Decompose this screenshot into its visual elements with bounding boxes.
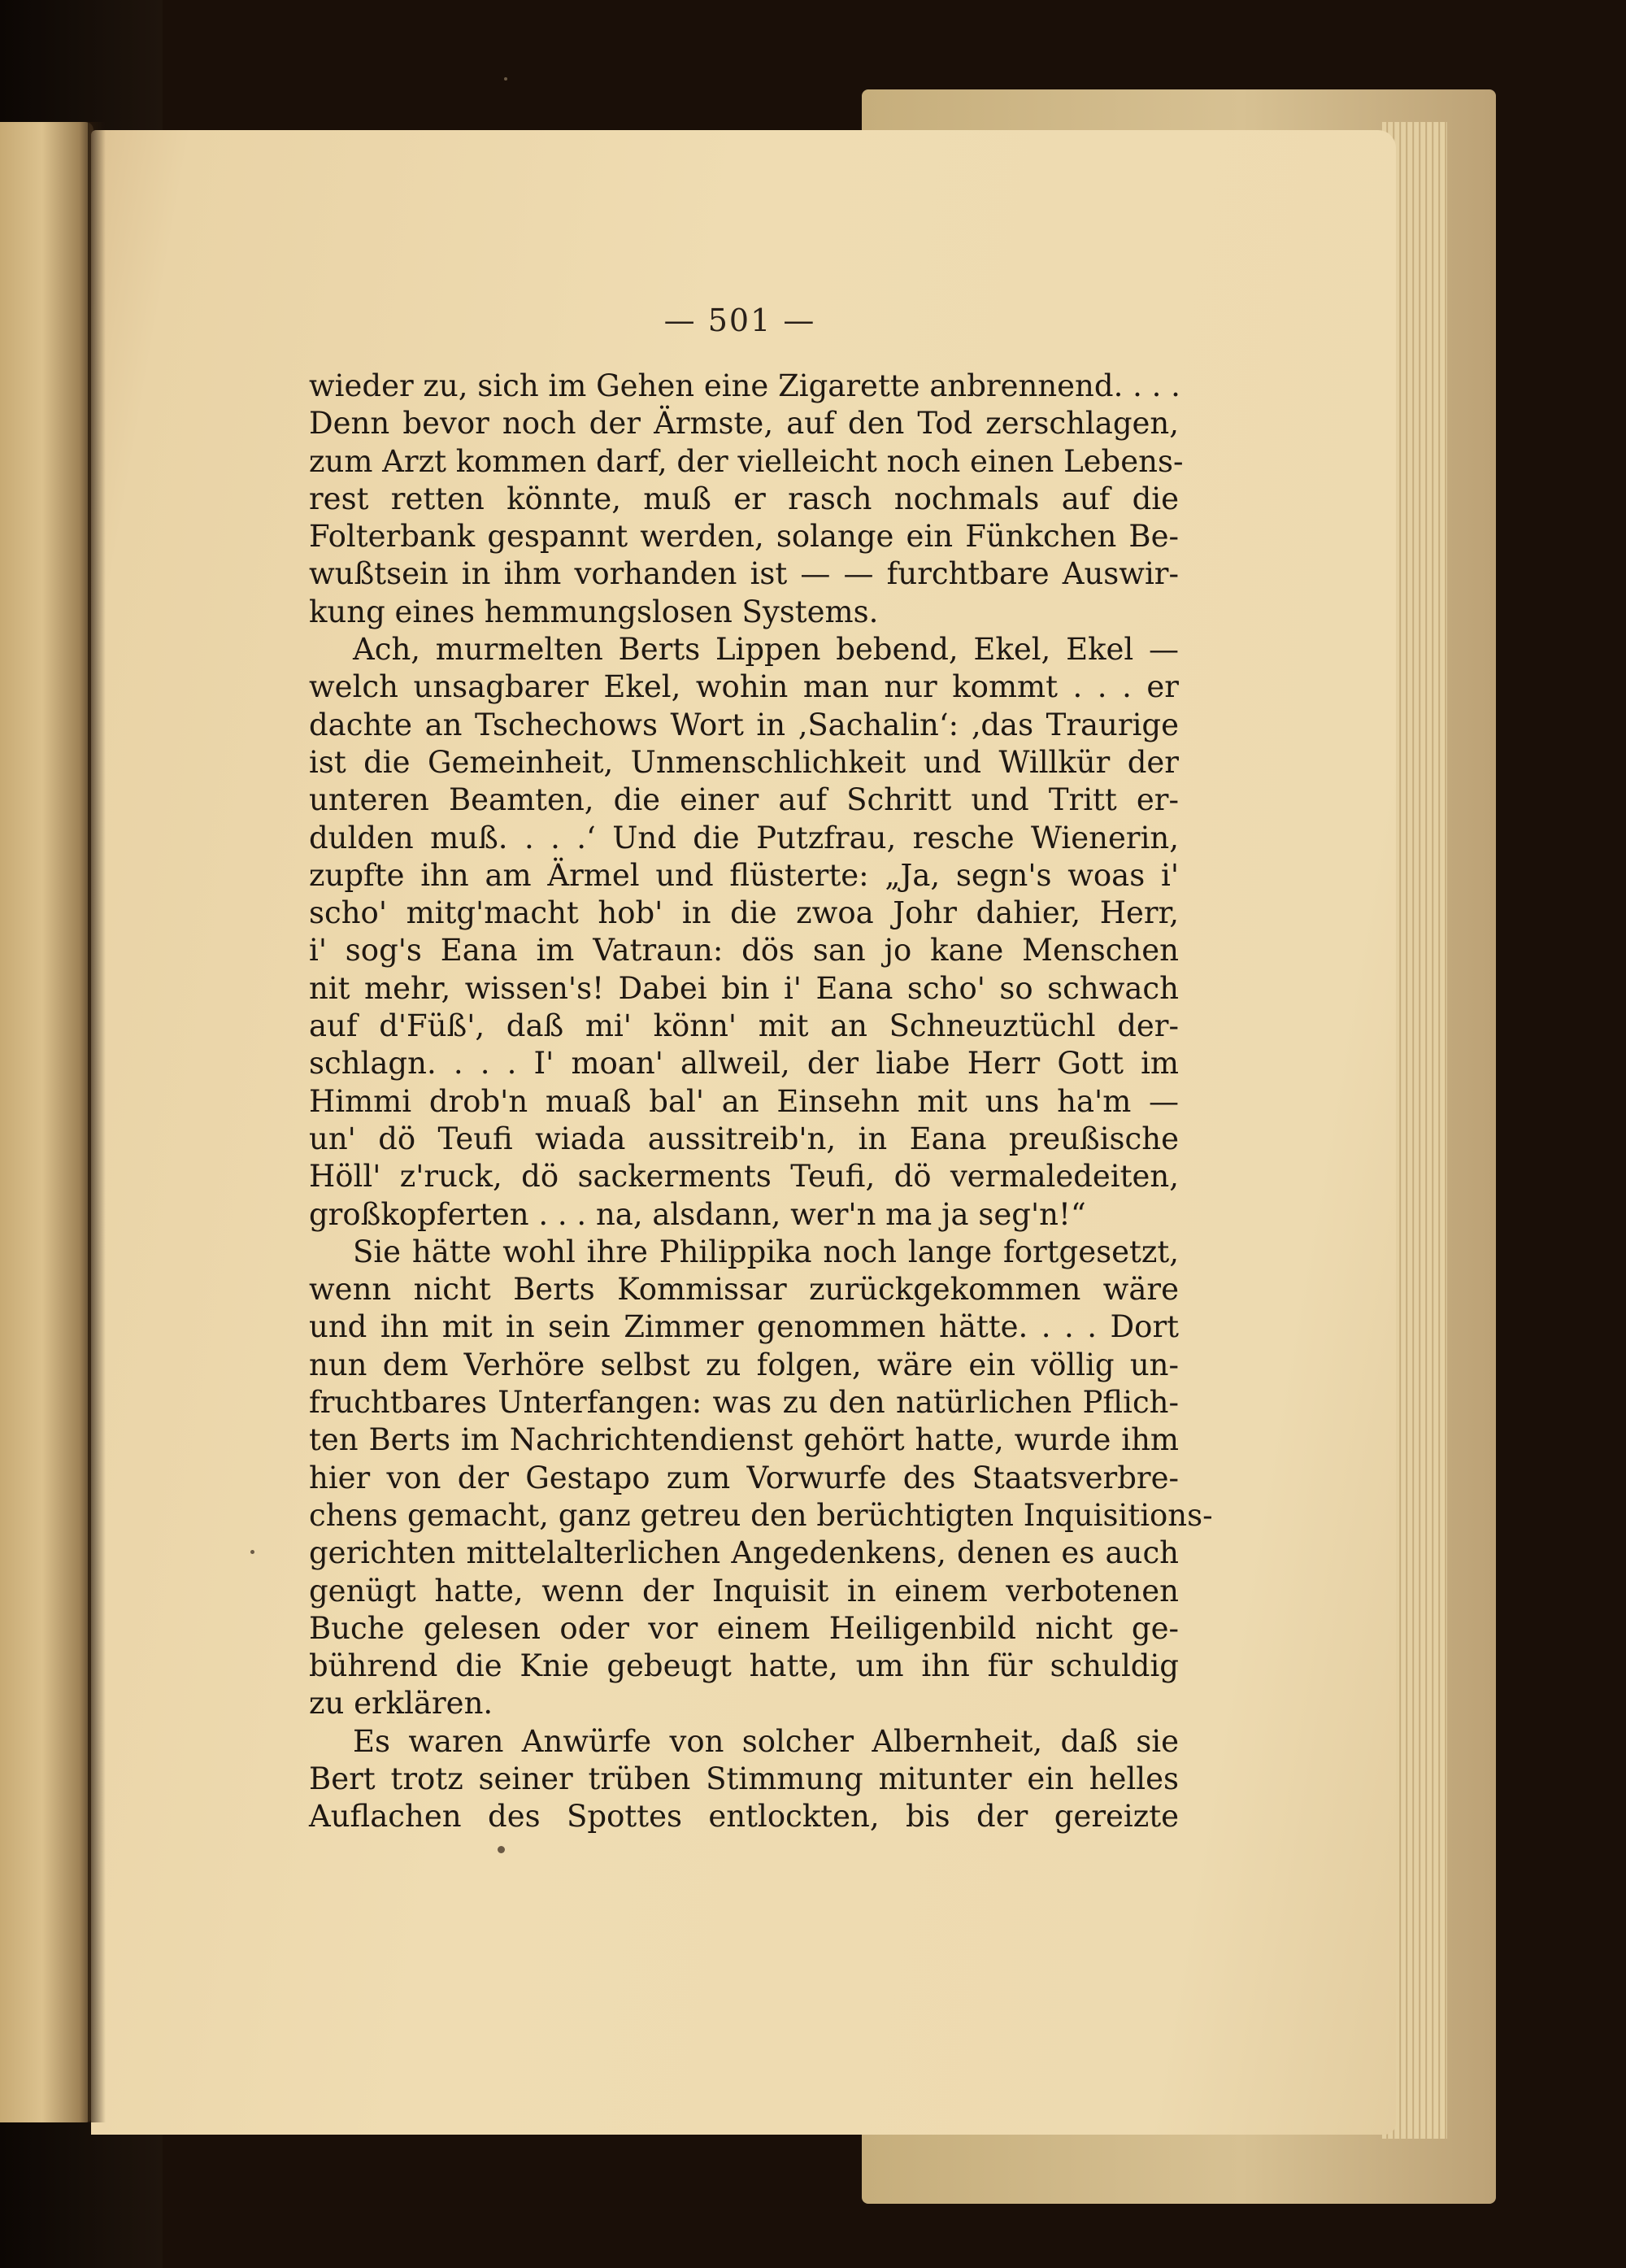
text-line: großkopferten . . . na, alsdann, wer'n ma ja seg'n!“ [309, 1196, 1086, 1232]
body-text [309, 368, 1213, 1836]
text-line: hier von der Gestapo zum Vorwurfe des Staatsverbre- [309, 1460, 1179, 1495]
text-line: dachte an Tschechows Wort in ‚Sachalin‘: ‚das Traurige [309, 707, 1179, 742]
text-line: zum Arzt kommen darf, der vielleicht noch einen Lebens- [309, 443, 1184, 479]
text-line: ten Berts im Nachrichtendienst gehört hatte, wurde ihm [309, 1422, 1179, 1458]
paper-speck [250, 1550, 254, 1554]
text-line: Es waren Anwürfe von solcher Albernheit, daß sie [353, 1723, 1179, 1759]
text-line: fruchtbares Unterfangen: was zu den natürlichen Pflich- [309, 1385, 1179, 1421]
text-line: zupfte ihn am Ärmel und flüsterte: „Ja, segn's woas i' [309, 857, 1179, 893]
text-line: Buche gelesen oder vor einem Heiligenbild nicht ge- [309, 1610, 1179, 1646]
text-line: scho' mitg'macht hob' in die zwoa Johr dahier, Herr, [309, 895, 1179, 931]
text-line: Bert trotz seiner trüben Stimmung mitunter ein helles [309, 1761, 1179, 1796]
text-line: zu erklären. [309, 1686, 493, 1722]
text-line: dulden muß. . . .‘ Und die Putzfrau, resche Wienerin, [309, 820, 1179, 855]
text-line: ist die Gemeinheit, Unmenschlichkeit und Willkür der [309, 744, 1179, 780]
text-line: gerichten mittelalterlichen Angedenkens, denen es auch [309, 1535, 1179, 1571]
text-line: und ihn mit in sein Zimmer genommen hätte. . . . Dort [309, 1309, 1179, 1345]
text-line: Ach, murmelten Berts Lippen bebend, Ekel, Ekel — [353, 632, 1179, 668]
paper-speck [498, 1846, 505, 1853]
text-line: nun dem Verhöre selbst zu folgen, wäre ein völlig un- [309, 1347, 1179, 1382]
text-line: i' sog's Eana im Vatraun: dös san jo kane Menschen [309, 933, 1179, 969]
text-line: Auflachen des Spottes entlockten, bis der gereizte [309, 1799, 1179, 1835]
text-line: schlagn. . . . I' moan' allweil, der liabe Herr Gott im [309, 1046, 1179, 1082]
spine-shadow [88, 122, 106, 2122]
text-line: genügt hatte, wenn der Inquisit in einem verbotenen [309, 1573, 1179, 1608]
page-number: — 501 — [663, 303, 816, 338]
text-line: wieder zu, sich im Gehen eine Zigarette anbrennend. . . . [309, 368, 1180, 403]
text-line: kung eines hemmungslosen Systems. [309, 594, 879, 629]
text-line: auf d'Füß', daß mi' könn' mit an Schneuztüchl der- [309, 1008, 1179, 1044]
text-line: rest retten könnte, muß er rasch nochmals auf die [309, 481, 1179, 516]
paper-speck [504, 77, 507, 81]
text-line: unteren Beamten, die einer auf Schritt und Tritt er- [309, 782, 1179, 818]
text-line: Sie hätte wohl ihre Philippika noch lange fortgesetzt, [353, 1234, 1179, 1269]
text-line: Höll' z'ruck, dö sackerments Teufi, dö vermaledeiten, [309, 1159, 1179, 1195]
text-line: welch unsagbarer Ekel, wohin man nur kommt . . . er [309, 669, 1179, 705]
text-line: un' dö Teufi wiada aussitreib'n, in Eana preußische [309, 1121, 1179, 1156]
text-line: Himmi drob'n muaß bal' an Einsehn mit uns ha'm — [309, 1083, 1179, 1119]
text-line: nit mehr, wissen's! Dabei bin i' Eana scho' so schwach [309, 970, 1179, 1006]
text-line: Denn bevor noch der Ärmste, auf den Tod zerschlagen, [309, 406, 1179, 442]
left-page-edge [0, 122, 93, 2122]
text-line: Folterbank gespannt werden, solange ein Fünkchen Be- [309, 519, 1179, 555]
text-line: wenn nicht Berts Kommissar zurückgekommen wäre [309, 1272, 1179, 1308]
text-line: chens gemacht, ganz getreu den berüchtigten Inquisitions- [309, 1497, 1213, 1533]
text-line: bührend die Knie gebeugt hatte, um ihn für schuldig [309, 1648, 1179, 1684]
text-line: wußtsein in ihm vorhanden ist — — furchtbare Auswir- [309, 556, 1179, 592]
